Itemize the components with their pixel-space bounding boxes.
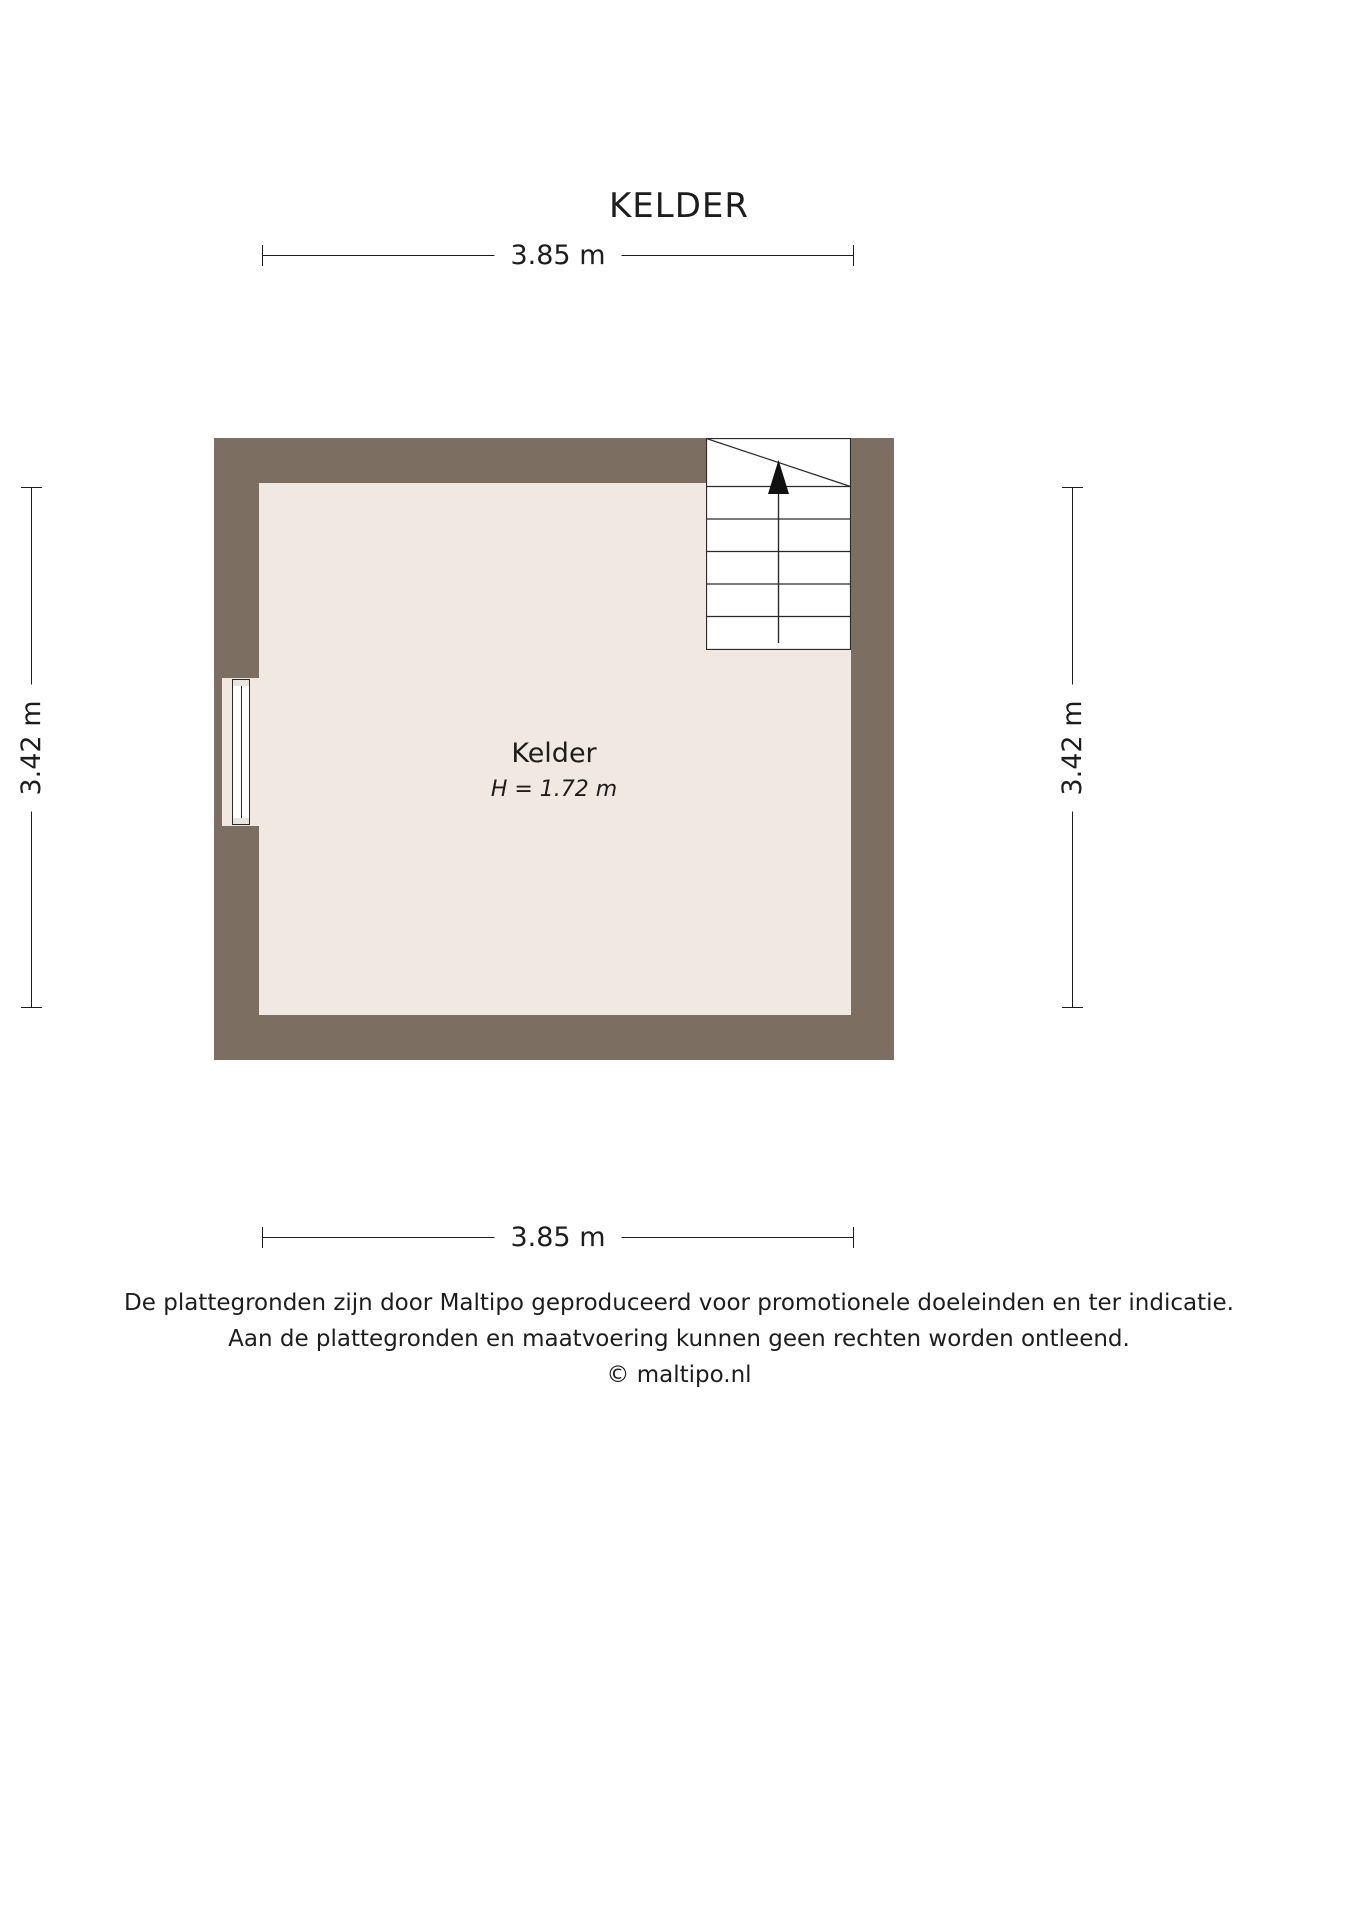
dimension-cap-bottom (21, 1007, 42, 1008)
dimension-cap-right (853, 245, 854, 266)
floor-plan (214, 438, 894, 1060)
dimension-top-width-label: 3.85 m (494, 236, 621, 276)
room-name: Kelder (511, 738, 597, 769)
dimension-bottom-width-label: 3.85 m (494, 1218, 621, 1258)
dimension-cap-left (262, 245, 263, 266)
footer-line-1: De plattegronden zijn door Maltipo geproduceerd voor promotionele doeleinden en ter indicatie. (124, 1290, 1234, 1316)
staircase-drawing (706, 438, 851, 650)
dimension-left-height (12, 487, 52, 1008)
dimension-top-width (262, 236, 854, 276)
footer-disclaimer (0, 1285, 1358, 1393)
room-height: H = 1.72 m (490, 777, 618, 802)
page-title: KELDER (608, 186, 749, 226)
dimension-cap-top (21, 487, 42, 488)
dimension-right-height-label: 3.42 m (1053, 684, 1093, 811)
dimension-left-height-label: 3.42 m (12, 684, 52, 811)
dimension-cap-top (1062, 487, 1083, 488)
staircase (706, 438, 851, 650)
dimension-cap-right (853, 1227, 854, 1248)
room-label-kelder (214, 738, 894, 802)
dimension-cap-left (262, 1227, 263, 1248)
footer-line-3: © maltipo.nl (606, 1362, 752, 1388)
dimension-right-height (1053, 487, 1093, 1008)
dimension-bottom-width (262, 1218, 854, 1258)
footer-line-2: Aan de plattegronden en maatvoering kunnen geen rechten worden ontleend. (228, 1326, 1130, 1352)
window-sill-bottom (233, 818, 249, 824)
dimension-cap-bottom (1062, 1007, 1083, 1008)
